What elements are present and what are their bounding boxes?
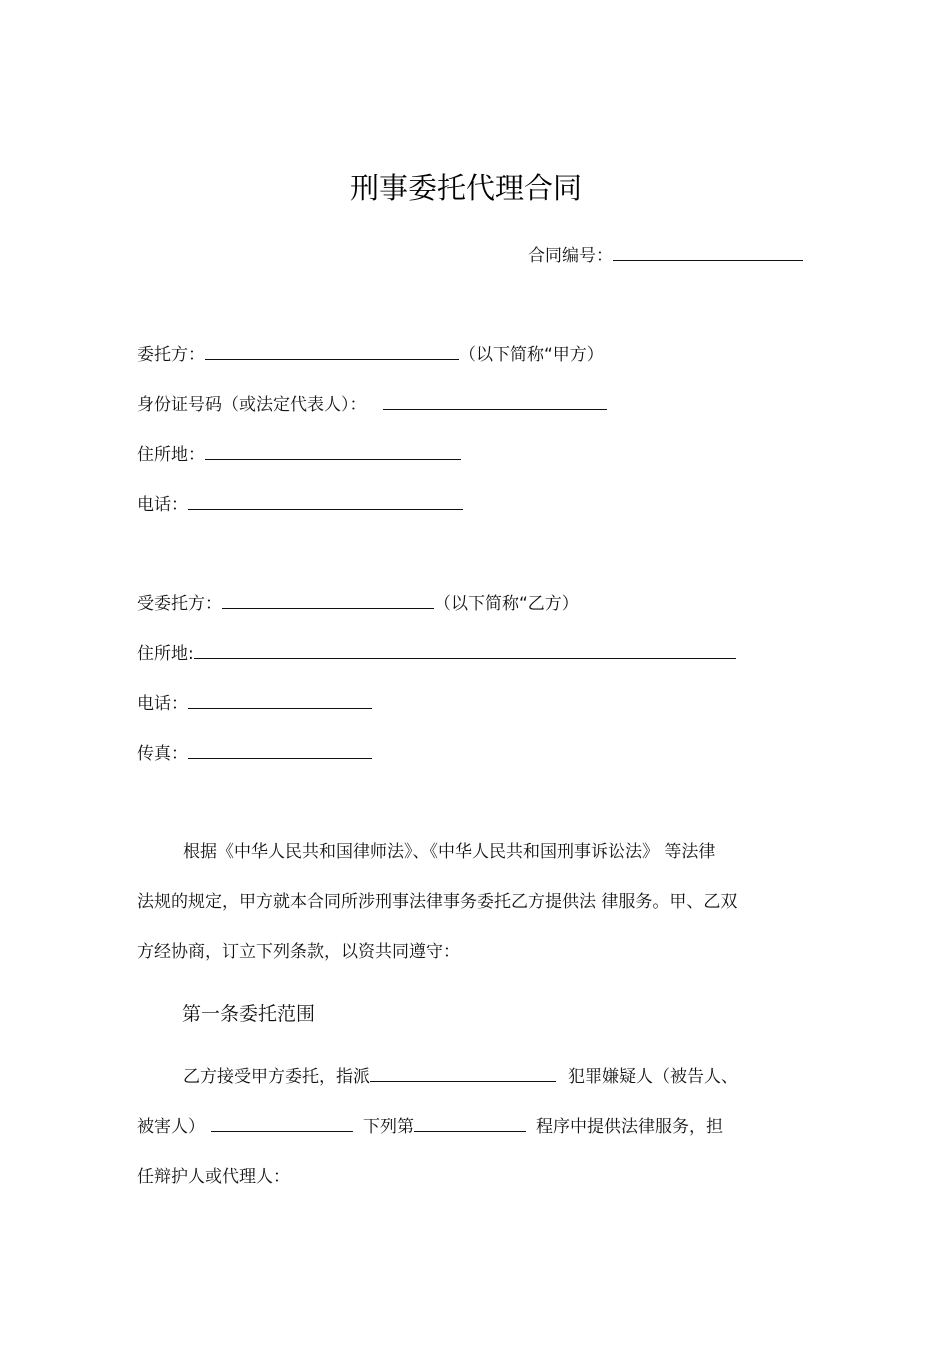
party-b-label: 受委托方： (137, 594, 222, 614)
article-1-line-3: 任辩护人或代理人： (137, 1167, 290, 1187)
article-1-heading: 第一条委托范围 (182, 1003, 316, 1025)
article-1-text-b: 犯罪嫌疑人（被告人、 (568, 1067, 738, 1087)
preamble-line-3: 方经协商，订立下列条款，以资共同遵守： (137, 942, 460, 962)
party-b-address-row (137, 639, 736, 664)
party-b-phone-row (137, 689, 372, 714)
party-a-id-label: 身份证号码（或法定代表人）： (137, 395, 367, 415)
article-1-line-1 (183, 1062, 738, 1087)
party-a-phone-row (137, 490, 463, 515)
party-b-suffix: （以下简称“乙方） (434, 594, 579, 614)
party-a-address-label: 住所地： (137, 445, 205, 465)
party-b-fax-row (137, 739, 372, 764)
party-a-address-blank[interactable] (205, 443, 461, 460)
party-a-address-row (137, 440, 461, 465)
preamble-line-1: 根据《中华人民共和国律师法》、《中华人民共和国刑事诉讼法》 等法律 (183, 842, 716, 862)
preamble-line-2: 法规的规定，甲方就本合同所涉刑事法律事务委托乙方提供法 律服务。甲、乙双 (137, 892, 738, 912)
article-1-text-c: 被害人） (137, 1117, 205, 1137)
party-a-id-blank[interactable] (383, 393, 607, 410)
contract-number-row (528, 241, 803, 266)
party-a-phone-blank[interactable] (188, 493, 463, 510)
party-a-phone-label: 电话： (137, 495, 188, 515)
party-b-fax-label: 传真： (137, 744, 188, 764)
party-b-row (137, 589, 579, 614)
assigned-lawyer-blank[interactable] (370, 1065, 556, 1082)
party-a-suffix: （以下简称“甲方） (459, 345, 604, 365)
article-1-text-a: 乙方接受甲方委托，指派 (183, 1067, 370, 1087)
document-title: 刑事委托代理合同 (350, 171, 583, 205)
article-1-text-e: 程序中提供法律服务，担 (536, 1117, 723, 1137)
party-a-name-blank[interactable] (205, 343, 459, 360)
party-a-row (137, 340, 604, 365)
article-1-text-d: 下列第 (363, 1117, 414, 1137)
procedure-stage-blank[interactable] (414, 1115, 526, 1132)
party-b-phone-blank[interactable] (188, 692, 372, 709)
party-b-fax-blank[interactable] (188, 742, 372, 759)
party-b-address-label: 住所地: (137, 644, 194, 664)
party-a-label: 委托方： (137, 345, 205, 365)
party-b-name-blank[interactable] (222, 592, 434, 609)
party-b-address-blank[interactable] (194, 642, 736, 659)
article-1-line-2 (137, 1112, 723, 1137)
contract-number-label: 合同编号： (528, 246, 613, 266)
contract-number-blank[interactable] (613, 244, 803, 261)
party-a-id-row (137, 390, 607, 415)
party-name-blank[interactable] (211, 1115, 353, 1132)
party-b-phone-label: 电话： (137, 694, 188, 714)
